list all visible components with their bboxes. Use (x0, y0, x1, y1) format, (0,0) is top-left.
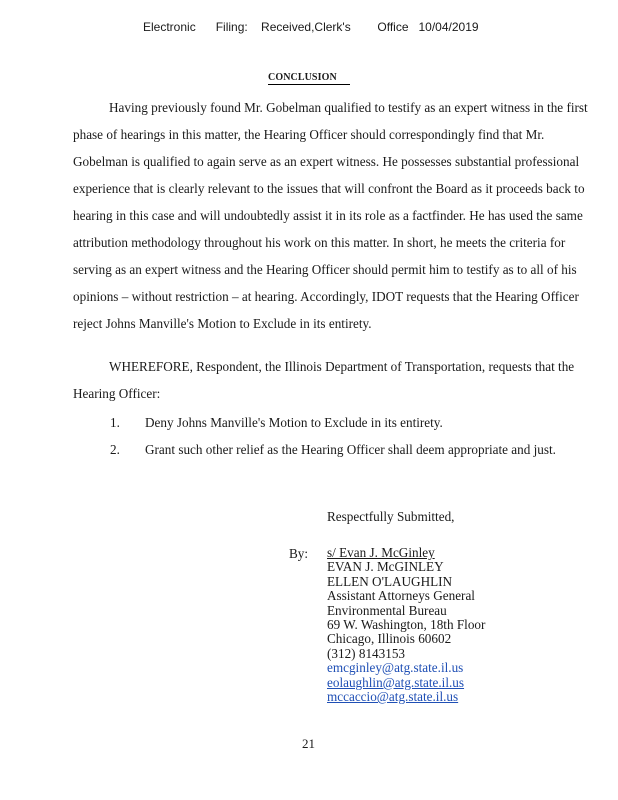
address-line-1: 69 W. Washington, 18th Floor (327, 617, 486, 633)
email-link-1[interactable]: emcginley@atg.state.il.us (327, 660, 464, 676)
by-label: By: (289, 546, 309, 561)
page-number: 21 (302, 736, 315, 751)
item-number: 2. (110, 442, 120, 457)
email-link-3[interactable]: mccaccio@atg.state.il.us (327, 689, 459, 705)
paragraph-line: attribution methodology throughout his work on this matter. In short, he meets the criteria for (73, 235, 566, 250)
item-text: Deny Johns Manville's Motion to Exclude in its entirety. (145, 415, 443, 430)
paragraph-line: experience that is clearly relevant to the issues that will confront the Board as it proceeds back to (73, 181, 585, 196)
filing-stamp-header: Electronic Filing: Received,Clerk's Office 10/04/2019 (143, 20, 479, 34)
section-title: CONCLUSION (268, 72, 350, 85)
relief-item-2 (110, 442, 556, 458)
item-number: 1. (110, 415, 120, 430)
item-text: Grant such other relief as the Hearing Officer shall deem appropriate and just. (145, 442, 556, 457)
paragraph-line: serving as an expert witness and the Hearing Officer should permit him to testify as to all of his (73, 262, 577, 277)
signature-block (327, 546, 485, 704)
paragraph-line: reject Johns Manville's Motion to Exclude in its entirety. (73, 316, 372, 331)
address-line-2: Chicago, Illinois 60602 (327, 631, 452, 647)
paragraph-line: WHEREFORE, Respondent, the Illinois Department of Transportation, requests that the (109, 359, 575, 374)
paragraph-line: phase of hearings in this matter, the Hearing Officer should correspondingly find that Mr. (73, 127, 545, 142)
paragraph-line: Hearing Officer: (73, 386, 161, 401)
electronic-signature: s/ Evan J. McGinley (327, 545, 435, 560)
phone-number: (312) 8143153 (327, 645, 406, 661)
bureau-name: Environmental Bureau (327, 602, 447, 618)
attorney-name-2: ELLEN O'LAUGHLIN (327, 573, 453, 589)
email-link-2[interactable]: eolaughlin@atg.state.il.us (327, 674, 465, 690)
attorney-name-1: EVAN J. McGINLEY (327, 559, 444, 575)
attorney-title: Assistant Attorneys General (327, 588, 475, 604)
paragraph-line: hearing in this case and will undoubtedly assist it in its role as a factfinder. He has used the same (73, 208, 583, 223)
paragraph-line: opinions – without restriction – at hearing. Accordingly, IDOT requests that the Hearing Officer (73, 289, 579, 304)
paragraph-line: Gobelman is qualified to again serve as an expert witness. He possesses substantial professional (73, 154, 580, 169)
paragraph-line: Having previously found Mr. Gobelman qualified to testify as an expert witness in the first (109, 100, 588, 115)
closing-text: Respectfully Submitted, (327, 509, 455, 524)
relief-item-1 (110, 415, 443, 431)
